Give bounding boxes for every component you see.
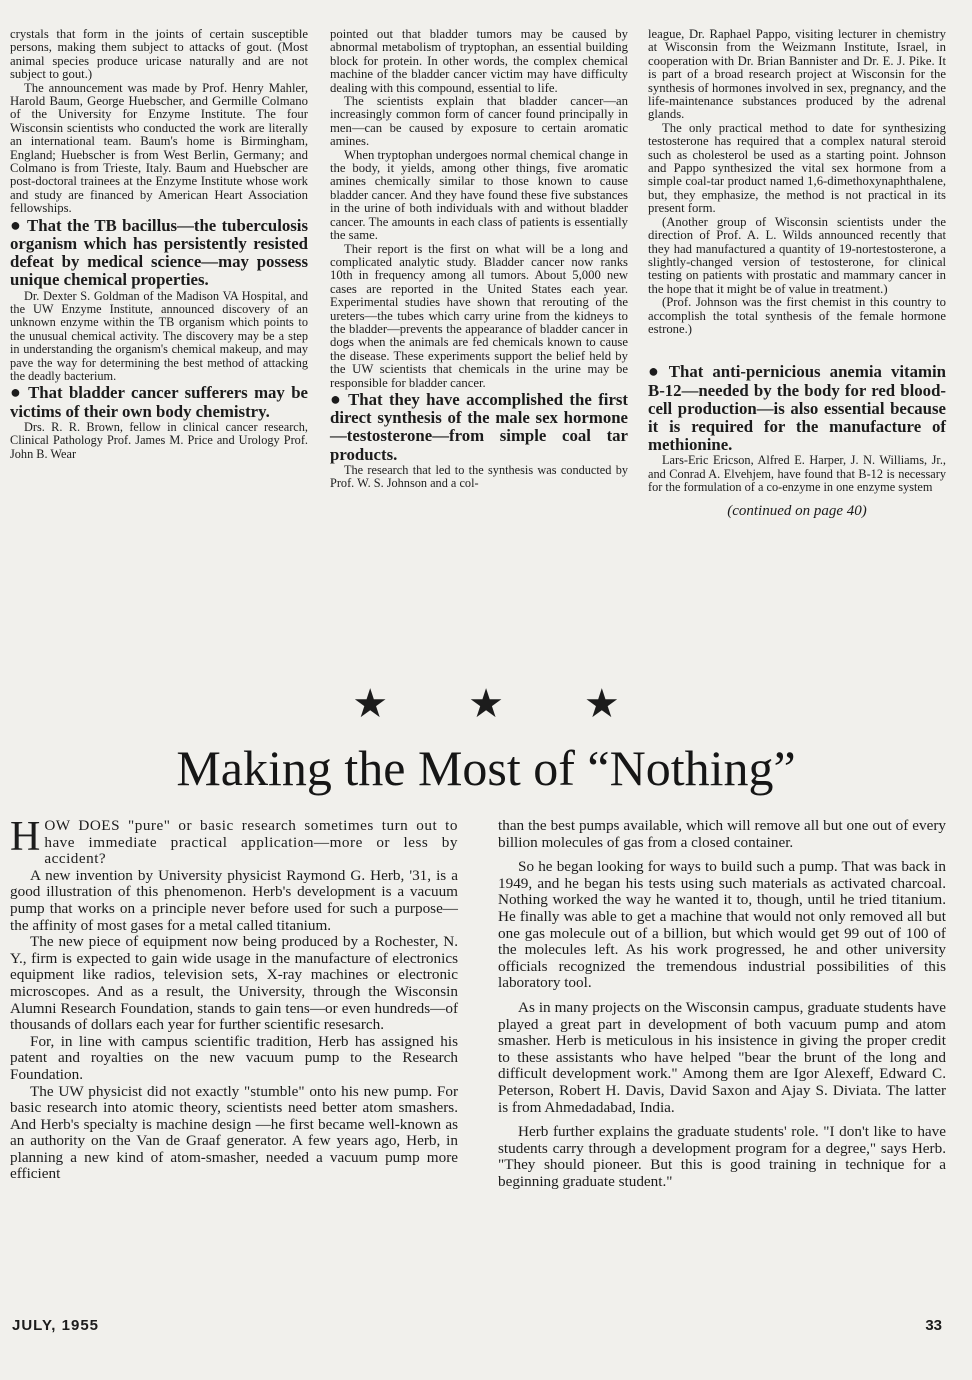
lead-text: OW DOES "pure" or basic research sometimes turn out to have immediate practical application—more or less by accident? bbox=[44, 817, 458, 868]
paragraph: A new invention by University physicist Raymond G. Herb, '31, is a good illustration of this phenomenon. Herb's development is a vacuum pump that works on a principle never before used for such a purpose—the affinity of most gases for a metal called titanium. bbox=[10, 866, 458, 934]
article-title: Making the Most of “Nothing” bbox=[176, 740, 796, 796]
bullet-icon: ● bbox=[10, 382, 24, 403]
paragraph: The new piece of equipment now being produced by a Rochester, N. Y., firm is expected to gain wide usage in the manufacture of electronics equipment like radios, television sets, X-ray machines or electronic microscopes. And as a result, the University, through the Wisconsin Alumni Research Foundation, stands to gain tens—or even hundreds—of thousands of dollars each year for further scientific resesarch. bbox=[10, 933, 458, 1034]
top-news-columns bbox=[10, 27, 947, 663]
column-1 bbox=[10, 28, 308, 461]
paragraph: league, Dr. Raphael Pappo, visiting lecturer in chemistry at Wisconsin from the Weizmann Institute, Israel, in cooperation with Dr. Brian Bannister and Dr. E. J. Pike. It is part of a broad research project at Wisconsin for the synthesis of hormones involved in sex, pregnancy, and the life-maintenance substances produced by the adrenal glands. bbox=[648, 27, 946, 122]
news-item-heading bbox=[330, 390, 628, 464]
heading-text: That the TB bacillus—the tuberculosis organism which has persistently resisted defeat by medical science—may possess unique chemical properties. bbox=[10, 215, 309, 290]
paragraph: The scientists explain that bladder cancer—an increasingly common form of cancer found principally in men—can be caused by exposure to certain aromatic amines. bbox=[330, 94, 628, 149]
paragraph: The only practical method to date for synthesizing testosterone has required that a complex natural steroid such as cholesterol be used as a starting point. Johnson and Pappo synthesized the vital sex hormone from a simple coal-tar product named 1,6-dimethoxynaphthalene, but, they emphasize, the method is not practical in its present form. bbox=[648, 120, 946, 216]
paragraph: As in many projects on the Wisconsin campus, graduate students have played a great part in development of both vacuum pump and atom smasher. Herb is meticulous in his insistence in giving the proper credit to these assistants who have helped "bear the brunt of the long and difficult development work." Among them are Igor Alexeff, Edward C. Peterson, Robert H. Davis, David Saxon and Ajay S. Diviata. The latter is from Ahmedadabad, India. bbox=[498, 998, 946, 1116]
bullet-icon: ● bbox=[10, 214, 23, 235]
star-icon: ★ bbox=[468, 681, 504, 726]
column-3 bbox=[648, 28, 946, 518]
lead-paragraph bbox=[10, 814, 458, 868]
heading-text: That they have accomplished the first direct synthesis of the male sex hormone—testosterone—from simple coal tar products. bbox=[330, 389, 629, 464]
news-item-heading bbox=[10, 383, 308, 420]
bullet-icon: ● bbox=[330, 388, 344, 409]
paragraph: pointed out that bladder tumors may be caused by abnormal metabolism of tryptophan, an essential building block for protein. In other words, the complex chemical machine of the bladder cancer victim may have difficulty dealing with this compound, essential to life. bbox=[330, 27, 628, 95]
paragraph: So he began looking for ways to build such a pump. That was back in 1949, and he began his tests using such materials as activated charcoal. Nothing worked the way he wanted it to, though, until he tried titanium. He finally was able to get a machine that would not only removed all but one gas molecule out of a billion, but which would get 99 out of 100 of the molecules left. As his work progressed, he and other university officials recognized the tremendous industrial possibilities of this laboratory tool. bbox=[498, 858, 946, 992]
paragraph: Dr. Dexter S. Goldman of the Madison VA Hospital, and the UW Enzyme Institute, announced discovery of an unknown enzyme within the TB organism which points to the unusual chemical activity. The discovery may be a step in understanding the organism's chemical makeup, and may pave the way for determining the best method of attacking the deadly bacterium. bbox=[10, 288, 308, 383]
article-left-column bbox=[10, 814, 458, 1183]
paragraph: Lars-Eric Ericson, Alfred E. Harper, J. N. Williams, Jr., and Conrad A. Elvehjem, have found that B-12 is necessary for the formulation of a co-enzyme in one enzyme system bbox=[648, 453, 946, 495]
news-item-heading bbox=[10, 216, 308, 290]
heading-text: That bladder cancer sufferers may be victims of their own body chemistry. bbox=[10, 383, 308, 421]
issue-date: JULY, 1955 bbox=[12, 1317, 100, 1334]
paragraph: The announcement was made by Prof. Henry Mahler, Harold Baum, George Huebscher, and Germille Colmano of the University for Enzyme Institute. The four Wisconsin scientists who conducted the work are literally an international team. Baum's home is Birmingham, England; Huebscher is from West Berlin, Germany; and Colmano is from Trieste, Italy. Baum and Huebscher are post-doctoral trainees at the Enzyme Institute whose work and study are financed by American Heart Association fellowships. bbox=[10, 80, 308, 216]
star-icon: ★ bbox=[583, 681, 620, 726]
drop-cap: H bbox=[10, 814, 41, 860]
continued-note: (continued on page 40) bbox=[727, 502, 867, 519]
bullet-icon: ● bbox=[648, 361, 664, 382]
paragraph: (Prof. Johnson was the first chemist in this country to accomplish the total synthesis of the female hormone estrone.) bbox=[648, 295, 946, 336]
article-body bbox=[10, 814, 946, 1278]
paragraph: When tryptophan undergoes normal chemical change in the body, it yields, among other things, five aromatic amines chemically similar to those known to cause bladder cancer. And they have found these five substances in the urine of both individuals with and without bladder cancer. The amounts in each class of patients is essentially the same. bbox=[330, 147, 628, 243]
star-icon: ★ bbox=[352, 681, 389, 726]
paragraph: The research that led to the synthesis was conducted by Prof. W. S. Johnson and a col- bbox=[330, 462, 628, 491]
star-divider bbox=[0, 680, 972, 727]
heading-text: That anti-pernicious anemia vitamin B-12—needed by the body for red blood-cell production—is also essential because it is required for the manufacture of methionine. bbox=[648, 362, 947, 455]
paragraph: Herb further explains the graduate students' role. "I don't like to have students carry through a development program for a degree," says Herb. "They should pioneer. But this is good training in technique for a beginning graduate student." bbox=[498, 1123, 946, 1190]
paragraph: crystals that form in the joints of certain susceptible persons, making them subject to attacks of gout. (Most animal species produce uricase naturally and are not subject to gout.) bbox=[10, 27, 308, 82]
paragraph: The UW physicist did not exactly "stumble" onto his new pump. For basic research into atomic theory, scientists need better atom smashers. And Herb's specialty is machine design —he first became well-known as an authority on the Van de Graaf generator. A few years ago, Herb, in planning a new kind of atom-smasher, needed a vacuum pump more efficient bbox=[10, 1082, 458, 1183]
paragraph: than the best pumps available, which will remove all but one out of every billion molecules of gas from a closed container. bbox=[498, 817, 946, 851]
page-number: 33 bbox=[925, 1317, 942, 1334]
paragraph: Drs. R. R. Brown, fellow in clinical cancer research, Clinical Pathology Prof. James M. Price and Urology Prof. John B. Wear bbox=[10, 419, 308, 461]
article-right-column bbox=[498, 818, 946, 1190]
news-item-heading bbox=[648, 362, 946, 454]
paragraph: Their report is the first on what will be a long and complicated analytic study. Bladder cancer now ranks 10th in frequency among all tumors. About 5,000 new cases are reported in the United States each year. Experimental studies have shown that rerouting of the ureters—the tubes which carry urine from the kidneys to the bladder—prevents the appearance of bladder cancer in dogs when the animals are fed chemicals known to cause the disease. These experiments support the belief held by the UW scientists that chemicals in the urine may be responsible for bladder cancer. bbox=[330, 241, 628, 390]
paragraph: For, in line with campus scientific tradition, Herb has assigned his patent and royalties on the new vacuum pump to the Research Foundation. bbox=[10, 1032, 458, 1083]
column-2 bbox=[330, 28, 628, 491]
paragraph: (Another group of Wisconsin scientists under the direction of Prof. A. L. Wilds announced recently that they had manufactured a quantity of 19-nortestosterone, a slightly-changed version of testosterone, for clinical testing on patients with prostatic and mammary cancer in the hope that it might be of value in treatment.) bbox=[648, 214, 946, 296]
